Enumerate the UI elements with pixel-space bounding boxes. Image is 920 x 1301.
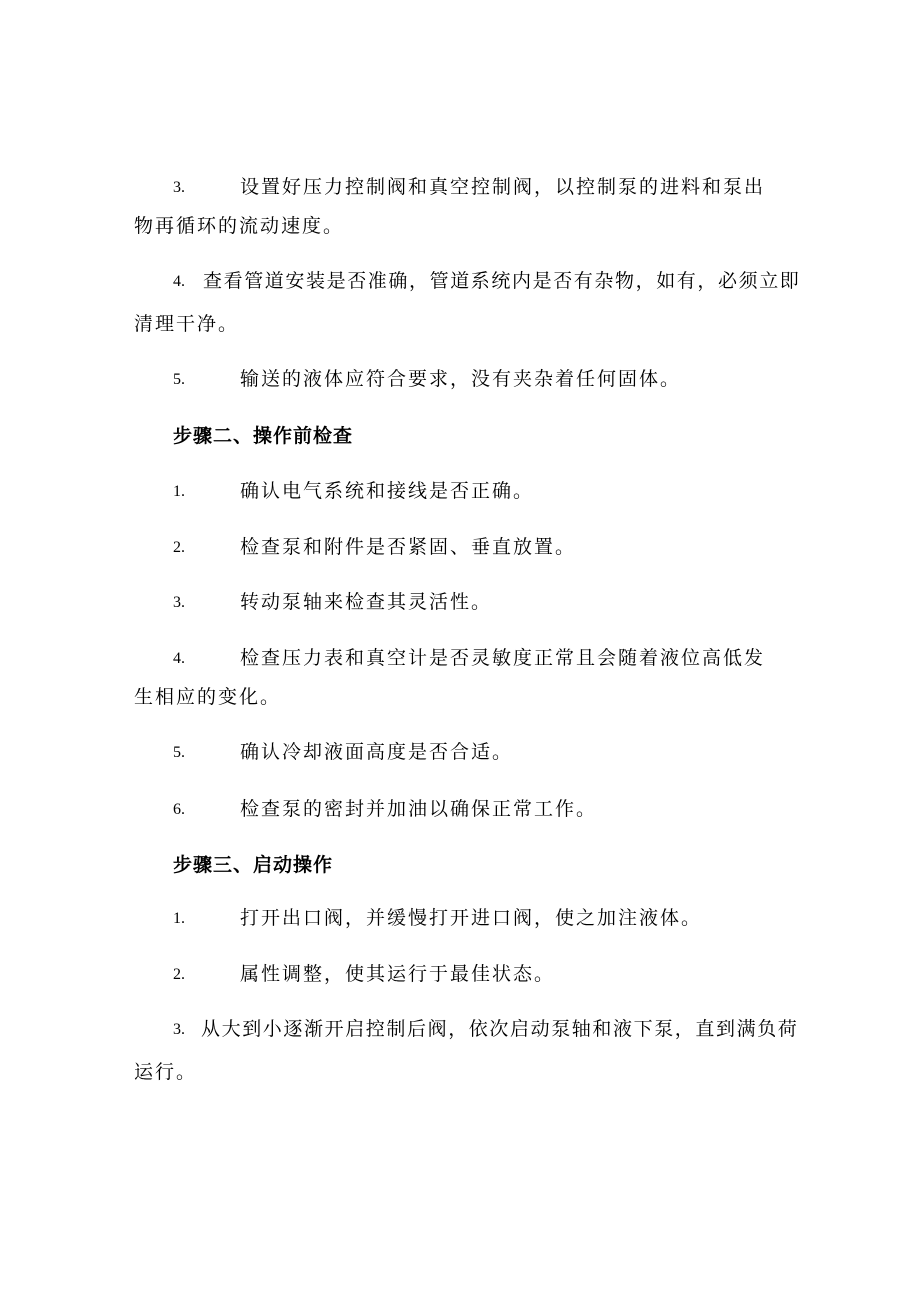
item-text: 输送的液体应符合要求，没有夹杂着任何固体。: [240, 368, 682, 390]
item-text: 查看管道安装是否准确，管道系统内是否有杂物，如有，必须立即: [203, 270, 801, 292]
item-number: 5.: [173, 371, 185, 388]
item-text-continued: 生相应的变化。: [134, 686, 282, 708]
item-number: 2.: [173, 966, 185, 983]
item-text: 检查泵的密封并加油以确保正常工作。: [240, 798, 598, 820]
item-text: 确认冷却液面高度是否合适。: [240, 741, 514, 763]
item-number: 4.: [173, 650, 185, 667]
section-heading: 步骤三、启动操作: [173, 854, 334, 876]
item-number: 1.: [173, 910, 185, 927]
item-text: 检查泵和附件是否紧固、垂直放置。: [240, 536, 577, 558]
item-text: 检查压力表和真空计是否灵敏度正常且会随着液位高低发: [240, 647, 766, 669]
item-text: 属性调整，使其运行于最佳状态。: [240, 963, 556, 985]
item-text-continued: 清理干净。: [134, 313, 240, 335]
item-text: 转动泵轴来检查其灵活性。: [240, 591, 493, 613]
item-text: 打开出口阀，并缓慢打开进口阀，使之加注液体。: [240, 907, 703, 929]
item-text: 从大到小逐渐开启控制后阀，依次启动泵轴和液下泵，直到满负荷: [201, 1018, 799, 1040]
item-number: 3.: [173, 594, 185, 611]
item-text: 确认电气系统和接线是否正确。: [240, 480, 535, 502]
item-text: 设置好压力控制阀和真空控制阀，以控制泵的进料和泵出: [240, 176, 766, 198]
section-heading: 步骤二、操作前检查: [173, 425, 354, 447]
item-number: 4.: [173, 273, 185, 290]
item-number: 5.: [173, 744, 185, 761]
item-number: 6.: [173, 801, 185, 818]
item-number: 2.: [173, 539, 185, 556]
item-number: 1.: [173, 483, 185, 500]
item-number: 3.: [173, 179, 185, 196]
item-text-continued: 物再循环的流动速度。: [134, 215, 345, 237]
item-text-continued: 运行。: [134, 1061, 198, 1083]
item-number: 3.: [173, 1021, 185, 1038]
